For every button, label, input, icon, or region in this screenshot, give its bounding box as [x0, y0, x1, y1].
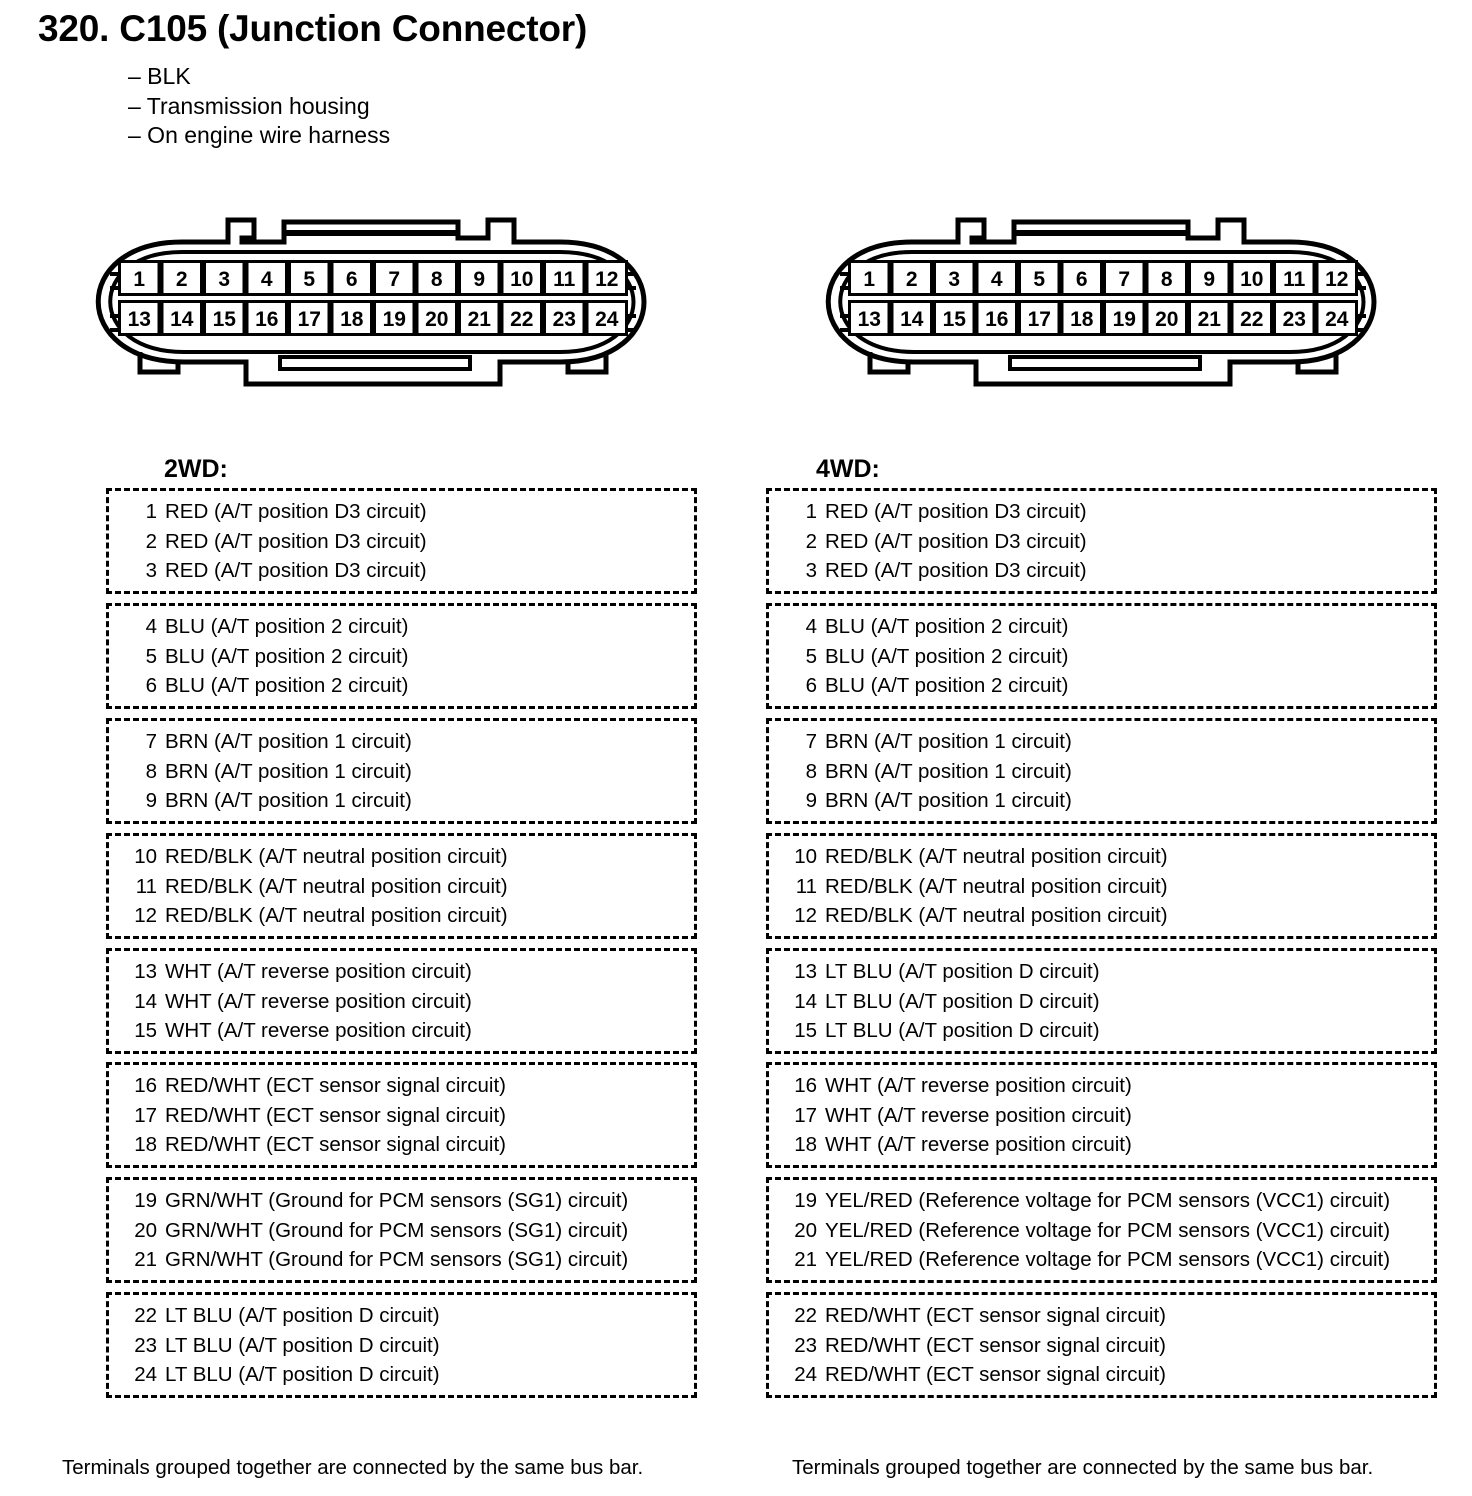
detail-color: – BLK [128, 63, 191, 89]
bus-bar-group [106, 1062, 697, 1168]
terminal-number: 11 [795, 875, 817, 898]
wire-description: RED/BLK (A/T neutral position circuit) [825, 845, 1168, 868]
wire-description: BRN (A/T position 1 circuit) [825, 730, 1072, 753]
terminal-number-10: 10 [1240, 268, 1264, 291]
terminal-number-2: 2 [175, 268, 188, 291]
terminal-number-19: 19 [382, 308, 406, 331]
terminal-number: 9 [145, 789, 157, 812]
terminal-number: 8 [145, 760, 157, 783]
terminal-number: 21 [134, 1248, 157, 1271]
wire-description: RED/WHT (ECT sensor signal circuit) [825, 1334, 1166, 1357]
bus-bar-group [106, 488, 697, 594]
wire-description: BRN (A/T position 1 circuit) [165, 789, 412, 812]
bus-bar-group [766, 948, 1437, 1054]
terminal-number: 5 [145, 645, 157, 668]
wire-description: RED (A/T position D3 circuit) [825, 530, 1087, 553]
terminal-number-1: 1 [863, 268, 876, 291]
terminal-number: 18 [794, 1133, 817, 1156]
terminal-number: 16 [134, 1074, 157, 1097]
terminal-number: 20 [134, 1219, 157, 1242]
wire-description: LT BLU (A/T position D circuit) [165, 1304, 440, 1327]
wire-description: BLU (A/T position 2 circuit) [825, 615, 1069, 638]
terminal-number-13: 13 [127, 308, 151, 331]
wire-description: RED/WHT (ECT sensor signal circuit) [165, 1104, 506, 1127]
bus-bar-group [106, 833, 697, 939]
latch-slot-bottom [280, 357, 470, 369]
terminal-number: 16 [794, 1074, 817, 1097]
terminal-number: 6 [805, 674, 817, 697]
terminal-number: 23 [794, 1334, 817, 1357]
wire-description: WHT (A/T reverse position circuit) [825, 1104, 1132, 1127]
terminal-number: 14 [134, 990, 157, 1013]
terminal-number-3: 3 [218, 268, 231, 291]
page-title: 320. C105 (Junction Connector) [38, 8, 588, 49]
wire-description: BLU (A/T position 2 circuit) [165, 615, 409, 638]
wire-description: BRN (A/T position 1 circuit) [825, 789, 1072, 812]
wire-description: BLU (A/T position 2 circuit) [165, 674, 409, 697]
terminal-number: 4 [805, 615, 817, 638]
terminal-number-3: 3 [948, 268, 961, 291]
terminal-number-7: 7 [1118, 268, 1131, 291]
terminal-number: 22 [794, 1304, 817, 1327]
terminal-number-24: 24 [1325, 308, 1349, 331]
terminal-number-11: 11 [1283, 268, 1306, 291]
terminal-number-1: 1 [133, 268, 146, 291]
wire-description: WHT (A/T reverse position circuit) [825, 1133, 1132, 1156]
wire-description: BLU (A/T position 2 circuit) [165, 645, 409, 668]
connector-diagram-4wd [812, 212, 1392, 392]
latch-bar-top [1014, 230, 1188, 236]
latch-slot-bottom [1010, 357, 1200, 369]
bus-bar-group [766, 1062, 1437, 1168]
terminal-number-22: 22 [510, 308, 534, 331]
bus-bar-group [766, 1177, 1437, 1283]
bus-bar-group [766, 833, 1437, 939]
terminal-number: 20 [794, 1219, 817, 1242]
terminal-number: 19 [134, 1189, 157, 1212]
terminal-number: 8 [805, 760, 817, 783]
terminal-number: 22 [134, 1304, 157, 1327]
wire-description: RED/WHT (ECT sensor signal circuit) [825, 1304, 1166, 1327]
connector-details [128, 62, 390, 151]
wire-description: GRN/WHT (Ground for PCM sensors (SG1) circuit) [165, 1248, 629, 1271]
bus-bar-group [106, 718, 697, 824]
terminal-number: 15 [794, 1019, 817, 1042]
terminal-number-11: 11 [553, 268, 576, 291]
terminal-number-15: 15 [212, 308, 236, 331]
wire-description: BRN (A/T position 1 circuit) [825, 760, 1072, 783]
wire-description: RED/WHT (ECT sensor signal circuit) [165, 1074, 506, 1097]
terminal-number: 10 [794, 845, 817, 868]
wire-description: YEL/RED (Reference voltage for PCM sensors (VCC1) circuit) [825, 1248, 1391, 1271]
wire-description: RED/BLK (A/T neutral position circuit) [165, 904, 508, 927]
variant-label: 4WD: [816, 455, 880, 483]
wire-description: BLU (A/T position 2 circuit) [825, 674, 1069, 697]
terminal-number-2: 2 [905, 268, 918, 291]
terminal-number-10: 10 [510, 268, 534, 291]
terminal-number-5: 5 [1033, 268, 1046, 291]
terminal-number: 7 [145, 730, 157, 753]
terminal-number-12: 12 [1325, 268, 1349, 291]
wire-description: BRN (A/T position 1 circuit) [165, 760, 412, 783]
bus-bar-group [766, 603, 1437, 709]
terminal-number: 6 [145, 674, 157, 697]
terminal-number-12: 12 [595, 268, 619, 291]
terminal-number: 17 [134, 1104, 157, 1127]
terminal-number-18: 18 [1070, 308, 1094, 331]
terminal-number: 11 [135, 875, 157, 898]
terminal-number: 5 [805, 645, 817, 668]
latch-bar-top [284, 230, 458, 236]
terminal-number: 10 [134, 845, 157, 868]
terminal-number-16: 16 [255, 308, 279, 331]
terminal-number: 23 [134, 1334, 157, 1357]
terminal-number-9: 9 [1203, 268, 1216, 291]
terminal-number: 3 [805, 559, 817, 582]
terminal-number: 14 [794, 990, 817, 1013]
wire-description: RED (A/T position D3 circuit) [165, 530, 427, 553]
terminal-number: 2 [145, 530, 157, 553]
wire-description: RED/BLK (A/T neutral position circuit) [825, 875, 1168, 898]
wire-description: LT BLU (A/T position D circuit) [165, 1363, 440, 1386]
terminal-number-15: 15 [942, 308, 966, 331]
wire-description: RED (A/T position D3 circuit) [825, 559, 1087, 582]
terminal-number-13: 13 [857, 308, 881, 331]
wire-description: RED (A/T position D3 circuit) [165, 500, 427, 523]
terminal-number-4: 4 [990, 268, 1003, 291]
terminal-number-17: 17 [1027, 308, 1051, 331]
terminal-number-17: 17 [297, 308, 321, 331]
terminal-number: 12 [134, 904, 157, 927]
wire-description: RED/BLK (A/T neutral position circuit) [825, 904, 1168, 927]
bus-bar-group [766, 718, 1437, 824]
wire-description: WHT (A/T reverse position circuit) [165, 1019, 472, 1042]
terminal-number: 9 [805, 789, 817, 812]
terminal-number-21: 21 [467, 308, 491, 331]
detail-harness: – On engine wire harness [128, 122, 391, 148]
terminal-number: 19 [794, 1189, 817, 1212]
terminal-number-20: 20 [425, 308, 449, 331]
terminal-number-23: 23 [1282, 308, 1306, 331]
terminal-number-4: 4 [260, 268, 273, 291]
terminal-number-18: 18 [340, 308, 364, 331]
terminal-number: 1 [805, 500, 817, 523]
terminal-number: 13 [134, 960, 157, 983]
wire-description: BRN (A/T position 1 circuit) [165, 730, 412, 753]
terminal-number-14: 14 [900, 308, 924, 331]
wire-description: RED/WHT (ECT sensor signal circuit) [825, 1363, 1166, 1386]
wire-description: BLU (A/T position 2 circuit) [825, 645, 1069, 668]
wire-description: LT BLU (A/T position D circuit) [825, 990, 1100, 1013]
bus-bar-footnote: Terminals grouped together are connected by the same bus bar. [62, 1456, 644, 1479]
detail-location: – Transmission housing [128, 92, 370, 119]
terminal-number: 3 [145, 559, 157, 582]
wire-description: RED (A/T position D3 circuit) [825, 500, 1087, 523]
terminal-number: 24 [794, 1363, 817, 1386]
terminal-number: 1 [145, 500, 157, 523]
terminal-number: 7 [805, 730, 817, 753]
terminal-number: 24 [134, 1363, 157, 1386]
bus-bar-group [766, 1292, 1437, 1398]
terminal-number-6: 6 [345, 268, 358, 291]
wire-description: WHT (A/T reverse position circuit) [825, 1074, 1132, 1097]
bus-bar-group [766, 488, 1437, 594]
wire-description: RED/BLK (A/T neutral position circuit) [165, 875, 508, 898]
terminal-number: 4 [145, 615, 157, 638]
terminal-number: 13 [794, 960, 817, 983]
terminal-number-20: 20 [1155, 308, 1179, 331]
terminal-number-6: 6 [1075, 268, 1088, 291]
terminal-number: 17 [794, 1104, 817, 1127]
terminal-number: 15 [134, 1019, 157, 1042]
wire-description: GRN/WHT (Ground for PCM sensors (SG1) circuit) [165, 1189, 629, 1212]
terminal-number-16: 16 [985, 308, 1009, 331]
wire-description: WHT (A/T reverse position circuit) [165, 960, 472, 983]
terminal-number-9: 9 [473, 268, 486, 291]
wire-description: LT BLU (A/T position D circuit) [825, 1019, 1100, 1042]
terminal-number-19: 19 [1112, 308, 1136, 331]
connector-diagram-2wd [82, 212, 662, 392]
terminal-number-8: 8 [1160, 268, 1173, 291]
bus-bar-group [106, 603, 697, 709]
bus-bar-group [106, 1177, 697, 1283]
terminal-number: 12 [794, 904, 817, 927]
wire-description: RED/WHT (ECT sensor signal circuit) [165, 1133, 506, 1156]
bus-bar-group [106, 948, 697, 1054]
terminal-number-8: 8 [430, 268, 443, 291]
wire-description: LT BLU (A/T position D circuit) [825, 960, 1100, 983]
terminal-number: 2 [805, 530, 817, 553]
wire-description: YEL/RED (Reference voltage for PCM sensors (VCC1) circuit) [825, 1189, 1391, 1212]
terminal-number-21: 21 [1197, 308, 1221, 331]
terminal-number-5: 5 [303, 268, 316, 291]
wire-description: WHT (A/T reverse position circuit) [165, 990, 472, 1013]
terminal-number: 21 [794, 1248, 817, 1271]
variant-label: 2WD: [164, 455, 228, 483]
terminal-number-23: 23 [552, 308, 576, 331]
bus-bar-footnote: Terminals grouped together are connected by the same bus bar. [792, 1456, 1374, 1479]
wire-description: LT BLU (A/T position D circuit) [165, 1334, 440, 1357]
wire-description: RED (A/T position D3 circuit) [165, 559, 427, 582]
wire-description: GRN/WHT (Ground for PCM sensors (SG1) circuit) [165, 1219, 629, 1242]
terminal-number-7: 7 [388, 268, 401, 291]
wire-description: YEL/RED (Reference voltage for PCM sensors (VCC1) circuit) [825, 1219, 1391, 1242]
bus-bar-group [106, 1292, 697, 1398]
terminal-number-14: 14 [170, 308, 194, 331]
terminal-number: 18 [134, 1133, 157, 1156]
terminal-number-24: 24 [595, 308, 619, 331]
wire-description: RED/BLK (A/T neutral position circuit) [165, 845, 508, 868]
terminal-number-22: 22 [1240, 308, 1264, 331]
